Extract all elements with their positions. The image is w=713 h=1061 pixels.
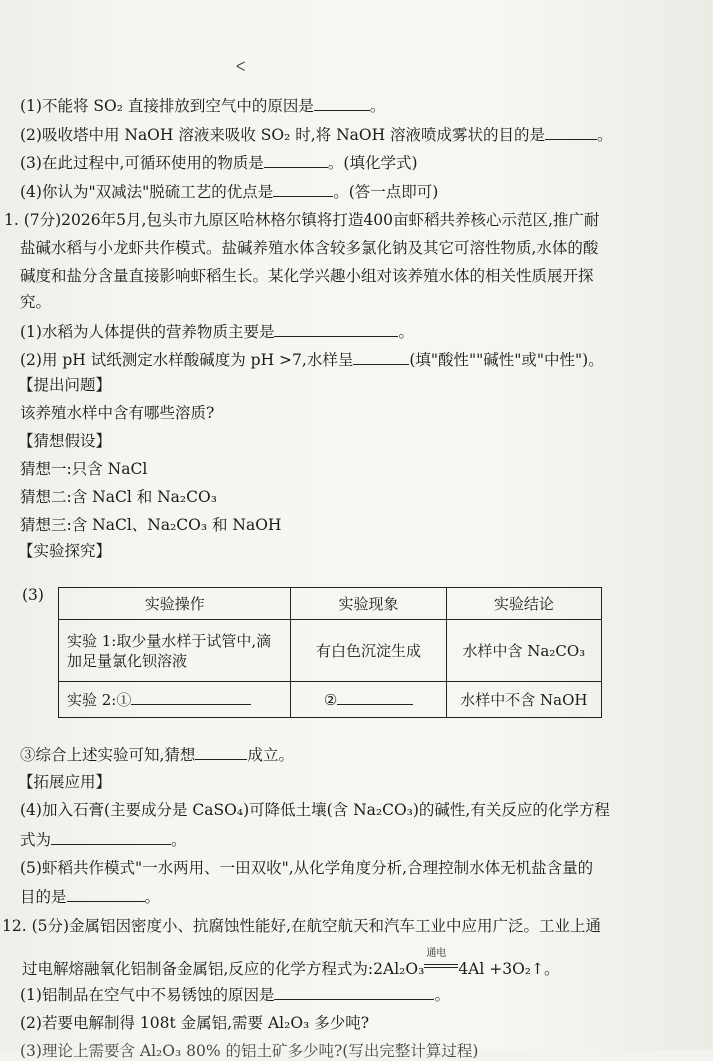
q12-sub1: (1)铝制品在空气中不易锈蚀的原因是 。 (20, 986, 450, 1004)
q12-intro-line1: 12. (5分)金属铝因密度小、抗腐蚀性能好,在航空航天和汽车工业中应用广泛。工业上通 (2, 917, 601, 935)
answer-blank[interactable] (314, 96, 370, 111)
q11-sub4-line1: (4)加入石膏(主要成分是 CaSO₄)可降低土壤(含 Na₂CO₃)的碱性,有关反应的化学方程 (20, 801, 610, 819)
heading-question: 【提出问题】 (18, 376, 112, 394)
q12-sub2: (2)若要电解制得 108t 金属铝,需要 Al₂O₃ 多少吨? (20, 1014, 370, 1032)
heading-experiment: 【实验探究】 (18, 542, 112, 560)
pen-mark: ᐸ (236, 60, 246, 75)
reaction-arrow: 通电 (424, 954, 458, 974)
q12-sub3-cut-off: (3)理论上需要含 Al₂O₃ 80% 的铝土矿多少吨?(写出完整计算过程) (20, 1042, 479, 1060)
answer-blank[interactable] (274, 322, 398, 337)
answer-blank[interactable] (131, 690, 251, 705)
experiment-table (58, 587, 602, 718)
row1-operation: 实验 1:取少量水样于试管中,滴 加足量氯化钡溶液 (59, 620, 291, 682)
answer-blank[interactable] (67, 887, 145, 902)
answer-blank[interactable] (353, 350, 409, 365)
header-conclusion: 实验结论 (446, 588, 601, 620)
prev-q3: (3)在此过程中,可循环使用的物质是 。(填化学式) (20, 154, 418, 172)
heading-extension: 【拓展应用】 (18, 773, 112, 791)
answer-blank[interactable] (274, 985, 434, 1000)
table-header-row (59, 588, 602, 620)
q11-sub4-line2: 式为 。 (20, 831, 187, 849)
table-row (59, 620, 602, 682)
q12-intro-line2: 过电解熔融氧化铝制备金属铝,反应的化学方程式为:2Al₂O₃ 通电 4Al +3O₂↑。 (22, 948, 560, 978)
hypothesis-3: 猜想三:含 NaCl、Na₂CO₃ 和 NaOH (20, 516, 282, 534)
hypothesis-2: 猜想二:含 NaCl 和 Na₂CO₃ (20, 488, 217, 506)
row1-conclusion: 水样中含 Na₂CO₃ (446, 620, 601, 682)
q11-intro-line4: 究。 (20, 293, 52, 311)
answer-blank[interactable] (337, 690, 413, 705)
table-row (59, 682, 602, 718)
prev-q2: (2)吸收塔中用 NaOH 溶液来吸收 SO₂ 时,将 NaOH 溶液喷成雾状的目的是 。 (20, 126, 613, 144)
answer-blank[interactable] (545, 125, 597, 140)
q11-intro-line3: 碱度和盐分含量直接影响虾稻生长。某化学兴趣小组对该养殖水体的相关性质展开探 (20, 267, 594, 285)
heading-hypothesis: 【猜想假设】 (18, 432, 112, 450)
prev-q1: (1)不能将 SO₂ 直接排放到空气中的原因是 。 (20, 97, 386, 115)
prev-q4: (4)你认为"双减法"脱硫工艺的优点是 。(答一点即可) (20, 183, 439, 201)
answer-blank[interactable] (264, 153, 328, 168)
answer-blank[interactable] (273, 182, 333, 197)
row1-phenomenon: 有白色沉淀生成 (291, 620, 446, 682)
q11-sub1: (1)水稻为人体提供的营养物质主要是 。 (20, 323, 414, 341)
row2-operation: 实验 2:① (59, 682, 291, 718)
q11-sub3-conclusion: ③综合上述实验可知,猜想 成立。 (20, 746, 294, 764)
header-operation: 实验操作 (59, 588, 291, 620)
hypothesis-1: 猜想一:只含 NaCl (20, 460, 148, 478)
q11-sub5-line2: 目的是 。 (20, 888, 161, 906)
question-text: 该养殖水样中含有哪些溶质? (20, 404, 215, 422)
q11-sub5-line1: (5)虾稻共作模式"一水两用、一田双收",从化学角度分析,合理控制水体无机盐含量的 (20, 859, 594, 877)
row2-phenomenon: ② (291, 682, 446, 718)
answer-blank[interactable] (51, 830, 171, 845)
q11-intro-line1: 1. (7分)2026年5月,包头市九原区哈林格尔镇将打造400亩虾稻共养核心示范区,推广耐 (4, 211, 600, 229)
row2-conclusion: 水样中不含 NaOH (446, 682, 601, 718)
q11-intro-line2: 盐碱水稻与小龙虾共作模式。盐碱养殖水体含较多氯化钠及其它可溶性物质,水体的酸 (20, 239, 599, 257)
q11-sub2: (2)用 pH 试纸测定水样酸碱度为 pH >7,水样呈 (填"酸性""碱性"或"中性")。 (20, 351, 604, 369)
table-label: (3) (22, 586, 44, 604)
header-phenomenon: 实验现象 (291, 588, 446, 620)
answer-blank[interactable] (195, 745, 247, 760)
